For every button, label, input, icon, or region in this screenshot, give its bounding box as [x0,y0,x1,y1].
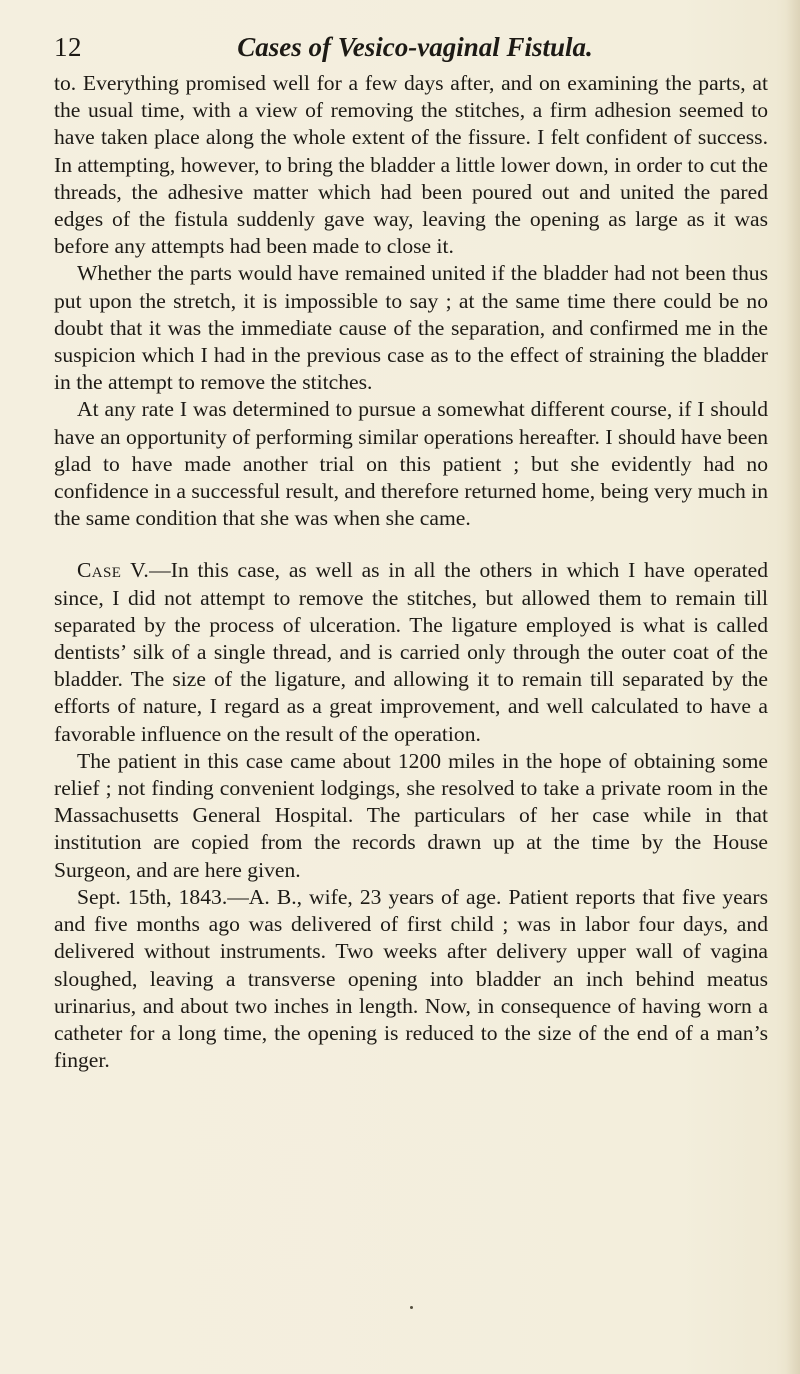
paragraph-at-any-rate: At any rate I was determined to pursue a somewhat different course, if I should have an opportunity of performing similar operations hereafter. I should have been glad to have made another trial on this patient ; but she evidently had no confidence in a successful result, and therefore returned home, being very much in the same condition that she was when she came. [54,397,768,531]
paragraph-whether: Whether the parts would have remained united if the bladder had not been thus put upon the stretch, it is impossible to say ; at the same time there could be no doubt that it was the immediate cause of the separation, and confirmed me in the suspicion which I had in the previous case as to the effect of straining the bladder in the attempt to remove the stitches. [54,261,768,395]
paragraph-case-v [54,557,768,747]
ink-speck [410,1306,413,1309]
body-text [54,70,768,1074]
paragraph-sept-15: Sept. 15th, 1843.—A. B., wife, 23 years of age. Patient reports that five years and five months ago was delivered of first child ; was in labor four days, and delivered without instruments. Two weeks after delivery upper wall of vagina sloughed, leaving a transverse opening into bladder an inch behind meatus urinarius, and about two inches in length. Now, in consequence of having worn a catheter for a long time, the opening is reduced to the size of the end of a man’s finger. [54,884,768,1073]
running-title: Cases of Vesico-vaginal Fistula. [237,32,593,62]
case-v-text: —In this case, as well as in all the others in which I have operated since, I did not attempt to remove the stitches, but allowed them to remain till separated by the process of ulceration. The ligature employed is what is called dentists’ silk of a single thread, and is carried only through the outer coat of the bladder. The size of the ligature, and allowing it to remain till separated by the efforts of nature, I regard as a great improvement, and well calculated to have a favorable influence on the result of the operation. [54,558,768,746]
paragraph-patient: The patient in this case came about 1200 miles in the hope of obtaining some relief ; not finding convenient lodgings, she resolved to take a private room in the Massachusetts General Hospital. The particulars of her case while in that institution are copied from the records drawn up at the time by the House Surgeon, and are here given. [54,748,768,882]
page-edge-shadow [786,0,800,1374]
page-number: 12 [54,32,82,62]
case-v-heading: Case V. [77,558,150,583]
running-head [54,30,766,64]
section-gap [54,532,768,557]
paragraph-continuation: to. Everything promised well for a few days after, and on examining the parts, at the usual time, with a view of removing the stitches, a firm adhesion seemed to have taken place along the whole extent of the fissure. I felt confident of success. In attempting, however, to bring the bladder a little lower down, in order to cut the threads, the adhesive matter which had been poured out and united the pared edges of the fistula suddenly gave way, leaving the opening as large as it was before any attempts had been made to close it. [54,71,768,259]
